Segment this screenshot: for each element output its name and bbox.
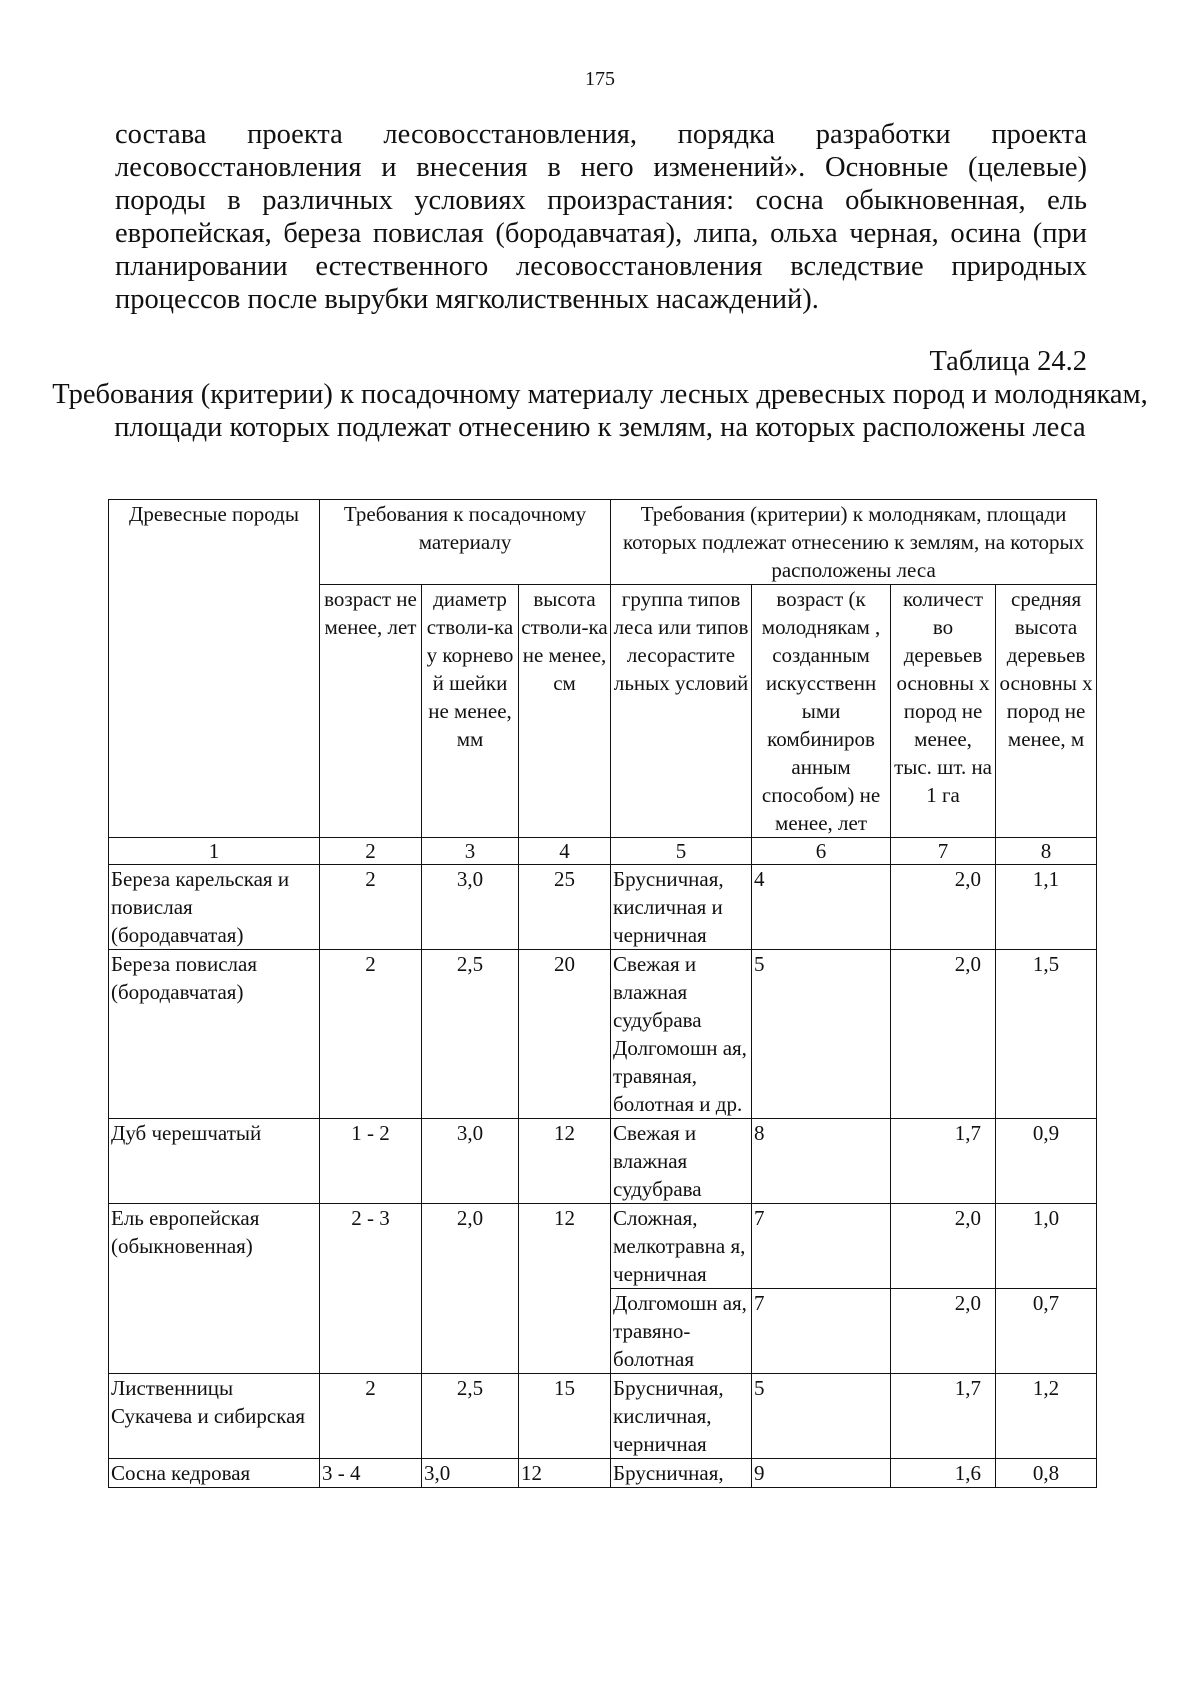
tree-count-cell: 1,7	[891, 1374, 996, 1459]
avg-height-cell: 0,7	[996, 1289, 1097, 1374]
header-forest-type: группа типов леса или типов лесорастите льных условий	[611, 585, 752, 838]
species-cell: Береза повислая (бородавчатая)	[109, 950, 320, 1119]
diameter-cell: 3,0	[422, 1459, 519, 1488]
diameter-cell: 2,5	[422, 1374, 519, 1459]
height-cell: 20	[519, 950, 611, 1119]
young-age-cell: 5	[752, 1374, 891, 1459]
tree-count-cell: 2,0	[891, 1289, 996, 1374]
column-number: 5	[611, 838, 752, 865]
column-number-row	[109, 838, 1097, 865]
header-young-age: возраст (к молоднякам , созданным искусственн ыми комбиниров анным способом) не менее, лет	[752, 585, 891, 838]
young-age-cell: 7	[752, 1204, 891, 1289]
tree-count-cell: 2,0	[891, 950, 996, 1119]
header-tree-count: количест во деревьев основны х пород не менее, тыс. шт. на 1 га	[891, 585, 996, 838]
forest-type-cell: Долгомошн ая, травяно-болотная	[611, 1289, 752, 1374]
column-number: 8	[996, 838, 1097, 865]
avg-height-cell: 1,5	[996, 950, 1097, 1119]
young-age-cell: 5	[752, 950, 891, 1119]
column-number: 1	[109, 838, 320, 865]
table-label: Таблица 24.2	[929, 346, 1087, 377]
requirements-table	[108, 499, 1097, 1488]
forest-type-cell: Брусничная, кисличная и черничная	[611, 865, 752, 950]
header-planting-material: Требования к посадочному материалу	[320, 500, 611, 585]
species-cell: Дуб черешчатый	[109, 1119, 320, 1204]
diameter-cell: 3,0	[422, 865, 519, 950]
tree-count-cell: 1,6	[891, 1459, 996, 1488]
height-cell: 12	[519, 1204, 611, 1374]
age-cell: 2	[320, 1374, 422, 1459]
height-cell: 12	[519, 1119, 611, 1204]
age-cell: 2 - 3	[320, 1204, 422, 1374]
young-age-cell: 9	[752, 1459, 891, 1488]
species-cell: Сосна кедровая	[109, 1459, 320, 1488]
forest-type-cell: Свежая и влажная судубрава Долгомошн ая, травяная, болотная и др.	[611, 950, 752, 1119]
tree-count-cell: 2,0	[891, 1204, 996, 1289]
header-young-stands: Требования (критерии) к молоднякам, площади которых подлежат отнесению к землям, на которых расположены леса	[611, 500, 1097, 585]
column-number: 6	[752, 838, 891, 865]
table-row	[109, 1459, 1097, 1488]
table-caption: Требования (критерии) к посадочному материалу лесных древесных пород и молоднякам, площади которых подлежат отнесению к землям, на которых расположены леса	[52, 379, 1148, 443]
header-species: Древесные породы	[109, 500, 320, 838]
column-number: 3	[422, 838, 519, 865]
height-cell: 15	[519, 1374, 611, 1459]
header-height: высота стволи-ка не менее, см	[519, 585, 611, 838]
header-diameter: диаметр стволи-ка у корнево й шейки не менее, мм	[422, 585, 519, 838]
avg-height-cell: 1,1	[996, 865, 1097, 950]
table-row	[109, 1119, 1097, 1204]
forest-type-cell: Сложная, мелкотравна я, черничная	[611, 1204, 752, 1289]
header-row-groups	[109, 500, 1097, 585]
avg-height-cell: 1,2	[996, 1374, 1097, 1459]
forest-type-cell: Брусничная,	[611, 1459, 752, 1488]
species-cell: Лиственницы Сукачева и сибирская	[109, 1374, 320, 1459]
avg-height-cell: 1,0	[996, 1204, 1097, 1289]
avg-height-cell: 0,9	[996, 1119, 1097, 1204]
diameter-cell: 3,0	[422, 1119, 519, 1204]
height-cell: 25	[519, 865, 611, 950]
young-age-cell: 7	[752, 1289, 891, 1374]
column-number: 2	[320, 838, 422, 865]
page-number: 175	[585, 68, 615, 90]
tree-count-cell: 2,0	[891, 865, 996, 950]
age-cell: 1 - 2	[320, 1119, 422, 1204]
table-row	[109, 1374, 1097, 1459]
column-number: 7	[891, 838, 996, 865]
age-cell: 2	[320, 865, 422, 950]
header-avg-height: средняя высота деревьев основны х пород не менее, м	[996, 585, 1097, 838]
age-cell: 3 - 4	[320, 1459, 422, 1488]
young-age-cell: 8	[752, 1119, 891, 1204]
tree-count-cell: 1,7	[891, 1119, 996, 1204]
avg-height-cell: 0,8	[996, 1459, 1097, 1488]
header-age: возраст не менее, лет	[320, 585, 422, 838]
young-age-cell: 4	[752, 865, 891, 950]
height-cell: 12	[519, 1459, 611, 1488]
age-cell: 2	[320, 950, 422, 1119]
table-row	[109, 950, 1097, 1119]
diameter-cell: 2,5	[422, 950, 519, 1119]
table-row	[109, 1204, 1097, 1289]
forest-type-cell: Свежая и влажная судубрава	[611, 1119, 752, 1204]
species-cell: Береза карельская и повислая (бородавчатая)	[109, 865, 320, 950]
intro-paragraph: состава проекта лесовосстановления, порядка разработки проекта лесовосстановления и внесения в него изменений». Основные (целевые) породы в различных условиях произрастания: сосна обыкновенная, ель европейская, береза повислая (бородавчатая), липа, ольха черная, осина (при планировании естественного лесовосстановления вследствие природных процессов после вырубки мягколиственных насаждений).	[115, 119, 1087, 315]
forest-type-cell: Брусничная, кисличная, черничная	[611, 1374, 752, 1459]
column-number: 4	[519, 838, 611, 865]
diameter-cell: 2,0	[422, 1204, 519, 1374]
table-row	[109, 865, 1097, 950]
species-cell: Ель европейская (обыкновенная)	[109, 1204, 320, 1374]
